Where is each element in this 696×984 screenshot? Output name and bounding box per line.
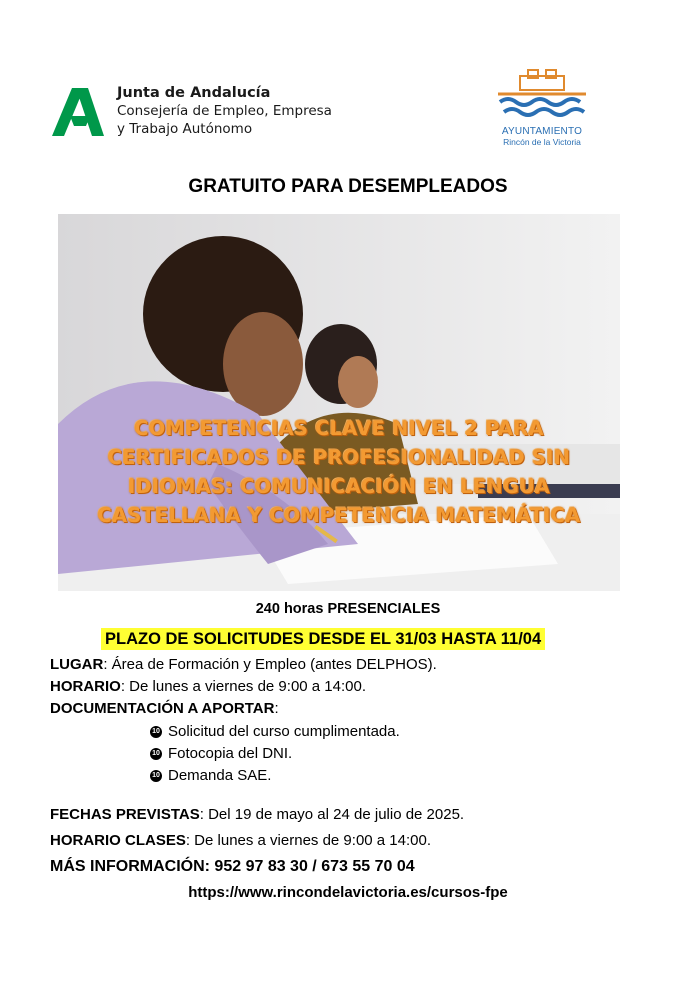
junta-andalucia-logo [50,82,106,138]
course-title-line: CASTELLANA Y COMPETENCIA MATEMÁTICA [97,504,581,527]
junta-consejeria-line2: y Trabajo Autónomo [117,121,253,137]
horario-value: : De lunes a viernes de 9:00 a 14:00. [120,678,367,695]
horario-clases-line [50,832,431,849]
horario-clases-value: : De lunes a viernes de 9:00 a 14:00. [185,832,432,849]
headline: GRATUITO PARA DESEMPLEADOS [188,176,508,197]
fechas-label: FECHAS PREVISTAS [50,806,200,823]
doc-item-text: Solicitud del curso cumplimentada. [168,723,400,740]
ayuntamiento-logo [494,64,590,120]
junta-consejeria-line1: Consejería de Empleo, Empresa [117,103,332,119]
documentacion-suffix: : [274,700,279,717]
doc-item-text: Fotocopia del DNI. [168,745,293,762]
doc-list-item [150,767,271,784]
fechas-line [50,806,464,823]
course-title-line: CERTIFICADOS DE PROFESIONALIDAD SIN [107,446,571,469]
fechas-value: : Del 19 de mayo al 24 de julio de 2025. [199,806,465,823]
documentacion-line [50,700,279,717]
horario-label: HORARIO [50,678,121,695]
info-line [50,858,415,876]
lugar-line [50,656,437,673]
course-title-line: IDIOMAS: COMUNICACIÓN EN LENGUA [128,475,550,498]
junta-name: Junta de Andalucía [117,85,271,101]
students-exam-illustration [58,214,620,591]
lugar-value: : Área de Formación y Empleo (antes DELPHOS). [103,656,437,673]
numbered-bullet-icon: 10 [150,770,162,782]
documentacion-label: DOCUMENTACIÓN A APORTAR [50,700,275,717]
ayuntamiento-town: Rincón de la Victoria [503,137,581,147]
doc-item-text: Demanda SAE. [168,767,272,784]
numbered-bullet-icon: 10 [150,726,162,738]
lugar-label: LUGAR [50,656,104,673]
info-contact: MÁS INFORMACIÓN: 952 97 83 30 / 673 55 70 04 [50,858,415,875]
ayuntamiento-name: AYUNTAMIENTO [501,126,583,137]
course-title [58,414,620,530]
course-hours: 240 horas PRESENCIALES [255,601,441,617]
numbered-bullet-icon: 10 [150,748,162,760]
doc-list-item [150,723,400,740]
ayuntamiento-text [488,126,596,148]
application-deadline: PLAZO DE SOLICITUDES DESDE EL 31/03 HASTA 11/04 [101,628,545,650]
horario-line [50,678,366,695]
doc-list-item [150,745,292,762]
course-url[interactable]: https://www.rincondelavictoria.es/cursos-fpe [188,884,508,901]
junta-andalucia-text [117,84,332,138]
hero-photo [58,214,620,591]
course-title-line: COMPETENCIAS CLAVE NIVEL 2 PARA [134,417,544,440]
horario-clases-label: HORARIO CLASES [50,832,186,849]
